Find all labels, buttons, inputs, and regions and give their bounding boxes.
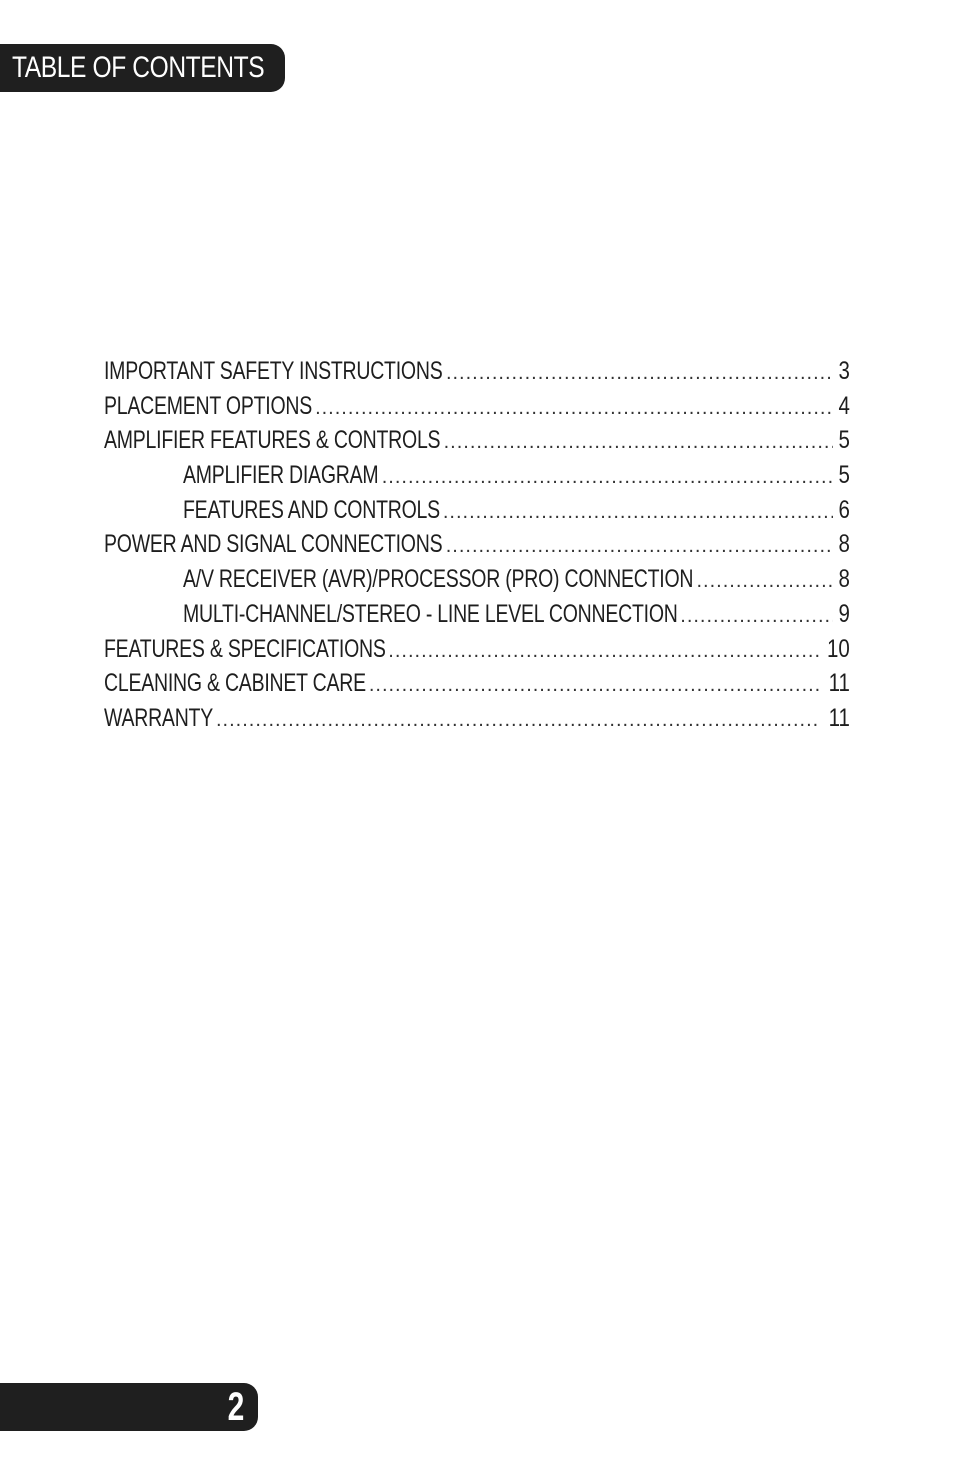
dot-leader <box>388 634 819 669</box>
toc-entry-title: FEATURES & SPECIFICATIONS <box>104 634 386 663</box>
toc-entry-page: 11 <box>828 703 850 732</box>
toc-entry-title: PLACEMENT OPTIONS <box>104 391 313 420</box>
toc-entry-title: IMPORTANT SAFETY INSTRUCTIONS <box>104 357 443 385</box>
toc-entry-title: AMPLIFIER FEATURES & CONTROLS <box>104 426 441 455</box>
toc-subentry[interactable] <box>104 458 850 493</box>
toc-entry-page: 4 <box>838 391 850 420</box>
toc-entry-page: 5 <box>838 426 850 455</box>
toc-entry-title: AMPLIFIER DIAGRAM <box>183 461 379 490</box>
dot-leader <box>369 668 821 703</box>
dot-leader <box>697 564 834 599</box>
toc-entry-page: 11 <box>828 669 850 698</box>
toc-subentry[interactable] <box>104 562 850 597</box>
page-number: 2 <box>227 1384 244 1429</box>
dot-leader <box>216 703 821 738</box>
toc-entry-page: 8 <box>838 565 850 594</box>
toc-entry-page: 6 <box>838 495 850 524</box>
toc-entry[interactable] <box>104 632 850 667</box>
toc-entry[interactable] <box>104 701 850 736</box>
toc-subentry[interactable] <box>104 493 850 528</box>
toc-entry[interactable] <box>104 423 850 458</box>
toc-entry[interactable] <box>104 389 850 424</box>
dot-leader <box>444 425 833 460</box>
toc-entry-page: 5 <box>838 461 850 490</box>
toc-subentry[interactable] <box>104 597 850 632</box>
dot-leader <box>315 391 833 426</box>
toc-entry-page: 10 <box>827 634 850 663</box>
toc-entry-page: 8 <box>838 530 850 559</box>
dot-leader <box>680 599 833 634</box>
dot-leader <box>443 495 833 530</box>
toc-entry[interactable] <box>104 666 850 701</box>
toc-entry-title: WARRANTY <box>104 703 213 732</box>
toc-entry-title: POWER AND SIGNAL CONNECTIONS <box>104 530 443 559</box>
toc-entry-title: FEATURES AND CONTROLS <box>183 495 440 524</box>
toc-entry-title: A/V RECEIVER (AVR)/PROCESSOR (PRO) CONNECTION <box>183 565 694 594</box>
toc-entry-title: MULTI-CHANNEL/STEREO - LINE LEVEL CONNECTION <box>183 599 678 628</box>
section-header-tab <box>0 44 285 92</box>
toc-entry-title: CLEANING & CABINET CARE <box>104 669 366 698</box>
toc-entry-page: 3 <box>838 357 850 385</box>
toc-entry[interactable] <box>104 354 850 389</box>
dot-leader <box>446 356 833 391</box>
dot-leader <box>382 460 833 495</box>
toc-entry-page: 9 <box>838 599 850 628</box>
page-number-tab <box>0 1383 258 1431</box>
dot-leader <box>446 529 833 564</box>
section-title: TABLE OF CONTENTS <box>12 51 265 84</box>
toc-entry[interactable] <box>104 527 850 562</box>
table-of-contents <box>104 354 850 736</box>
